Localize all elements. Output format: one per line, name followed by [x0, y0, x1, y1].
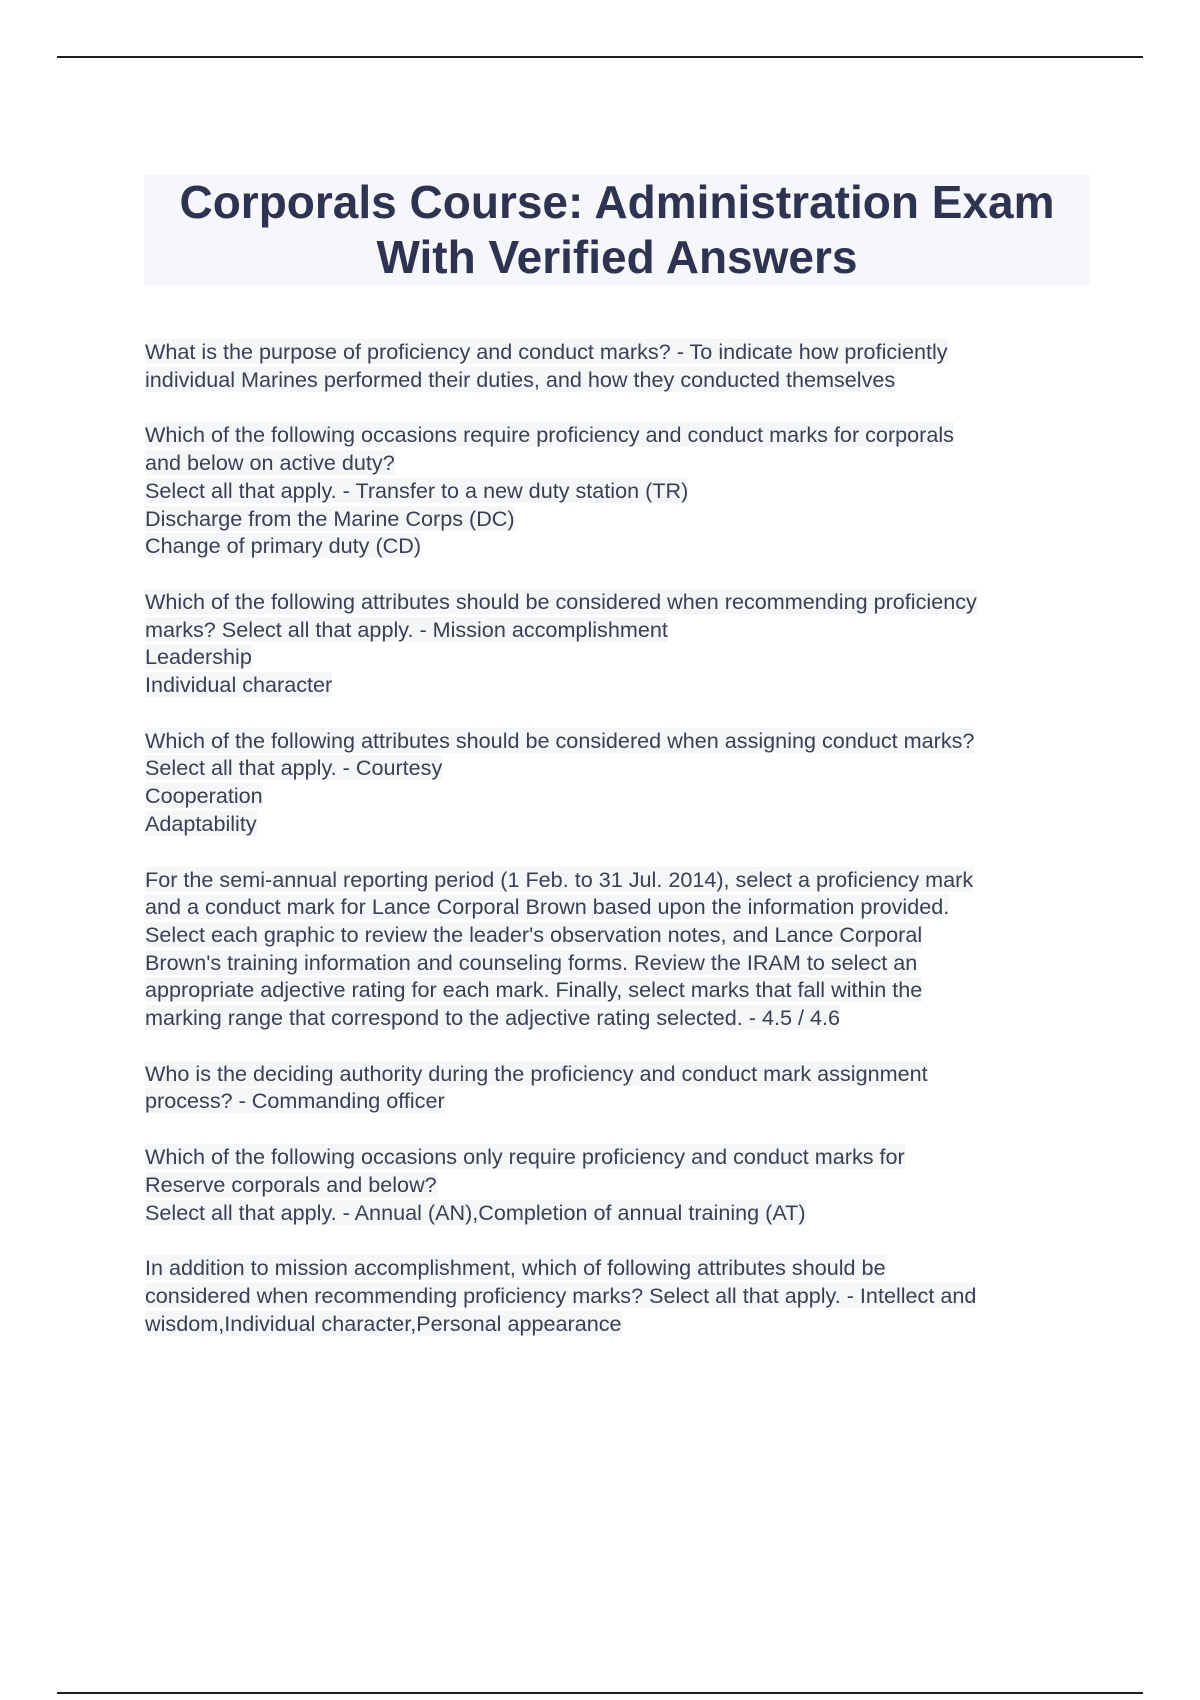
- qa-text-line: [145, 477, 1085, 505]
- qa-text-line: [145, 449, 1085, 477]
- qa-text: appropriate adjective rating for each mark. Finally, select marks that fall within the: [145, 977, 923, 1003]
- page-title-line-1: Corporals Course: Administration Exam: [179, 176, 1055, 228]
- qa-text: Leadership: [145, 644, 252, 670]
- qa-text: Discharge from the Marine Corps (DC): [145, 505, 515, 531]
- qa-text: Select all that apply. - Courtesy: [145, 755, 443, 781]
- qa-text: In addition to mission accomplishment, which of following attributes should be: [145, 1255, 886, 1281]
- qa-text-line: [145, 1060, 1085, 1088]
- qa-text: Which of the following attributes should be considered when recommending proficiency: [145, 588, 977, 614]
- qa-text: Which of the following occasions require proficiency and conduct marks for corporals: [145, 422, 954, 448]
- qa-text-line: [145, 949, 1085, 977]
- qa-text-line: [145, 1199, 1085, 1227]
- qa-text-line: [145, 421, 1085, 449]
- qa-text-line: [145, 1087, 1085, 1115]
- qa-item: [145, 866, 1085, 1032]
- qa-text-line: [145, 505, 1085, 533]
- qa-text: Select each graphic to review the leader's observation notes, and Lance Corporal: [145, 921, 923, 947]
- qa-item: [145, 1254, 1085, 1337]
- qa-text-line: [145, 754, 1085, 782]
- qa-text-line: [145, 1171, 1085, 1199]
- qa-text: Adaptability: [145, 810, 257, 836]
- qa-text-line: [145, 1282, 1085, 1310]
- qa-text-line: [145, 1310, 1085, 1338]
- qa-text-line: [145, 643, 1085, 671]
- qa-text-line: [145, 338, 1085, 366]
- qa-text: For the semi-annual reporting period (1 Feb. to 31 Jul. 2014), select a proficiency mark: [145, 866, 974, 892]
- qa-item: [145, 338, 1085, 393]
- qa-text-line: [145, 1004, 1085, 1032]
- qa-text: Who is the deciding authority during the proficiency and conduct mark assignment: [145, 1060, 928, 1086]
- qa-text-line: [145, 782, 1085, 810]
- qa-text: individual Marines performed their duties, and how they conducted themselves: [145, 366, 896, 392]
- qa-text: Select all that apply. - Transfer to a new duty station (TR): [145, 477, 689, 503]
- qa-text-line: [145, 532, 1085, 560]
- qa-text-line: [145, 866, 1085, 894]
- top-rule: [57, 56, 1143, 58]
- qa-text-line: [145, 1143, 1085, 1171]
- qa-text: marking range that correspond to the adjective rating selected. - 4.5 / 4.6: [145, 1005, 840, 1031]
- qa-text-line: [145, 366, 1085, 394]
- qa-list: [145, 338, 1085, 1365]
- qa-text: and a conduct mark for Lance Corporal Brown based upon the information provided.: [145, 894, 950, 920]
- qa-item: [145, 1143, 1085, 1226]
- qa-text: Change of primary duty (CD): [145, 533, 422, 559]
- qa-text: marks? Select all that apply. - Mission accomplishment: [145, 616, 668, 642]
- page-title-line-2: With Verified Answers: [376, 231, 858, 283]
- qa-text: Which of the following attributes should be considered when assigning conduct marks?: [145, 727, 975, 753]
- bottom-rule: [57, 1692, 1143, 1694]
- qa-text: wisdom,Individual character,Personal appearance: [145, 1310, 622, 1336]
- qa-text-line: [145, 588, 1085, 616]
- qa-text: Which of the following occasions only require proficiency and conduct marks for: [145, 1144, 905, 1170]
- qa-text: Reserve corporals and below?: [145, 1171, 437, 1197]
- qa-text: and below on active duty?: [145, 450, 395, 476]
- qa-text-line: [145, 893, 1085, 921]
- qa-text-line: [145, 727, 1085, 755]
- qa-text-line: [145, 1254, 1085, 1282]
- qa-text: Select all that apply. - Annual (AN),Completion of annual training (AT): [145, 1199, 806, 1225]
- qa-item: [145, 421, 1085, 560]
- qa-text-line: [145, 976, 1085, 1004]
- qa-text: Cooperation: [145, 783, 263, 809]
- qa-text-line: [145, 921, 1085, 949]
- qa-text: What is the purpose of proficiency and conduct marks? - To indicate how proficiently: [145, 339, 948, 364]
- qa-text: Individual character: [145, 672, 333, 698]
- qa-item: [145, 727, 1085, 838]
- title-block: [144, 175, 1090, 285]
- qa-text: considered when recommending proficiency marks? Select all that apply. - Intellect and: [145, 1282, 977, 1308]
- qa-item: [145, 588, 1085, 699]
- qa-text: Brown's training information and counseling forms. Review the IRAM to select an: [145, 949, 918, 975]
- qa-text-line: [145, 671, 1085, 699]
- qa-text-line: [145, 616, 1085, 644]
- qa-text-line: [145, 810, 1085, 838]
- qa-text: process? - Commanding officer: [145, 1088, 445, 1114]
- qa-item: [145, 1060, 1085, 1115]
